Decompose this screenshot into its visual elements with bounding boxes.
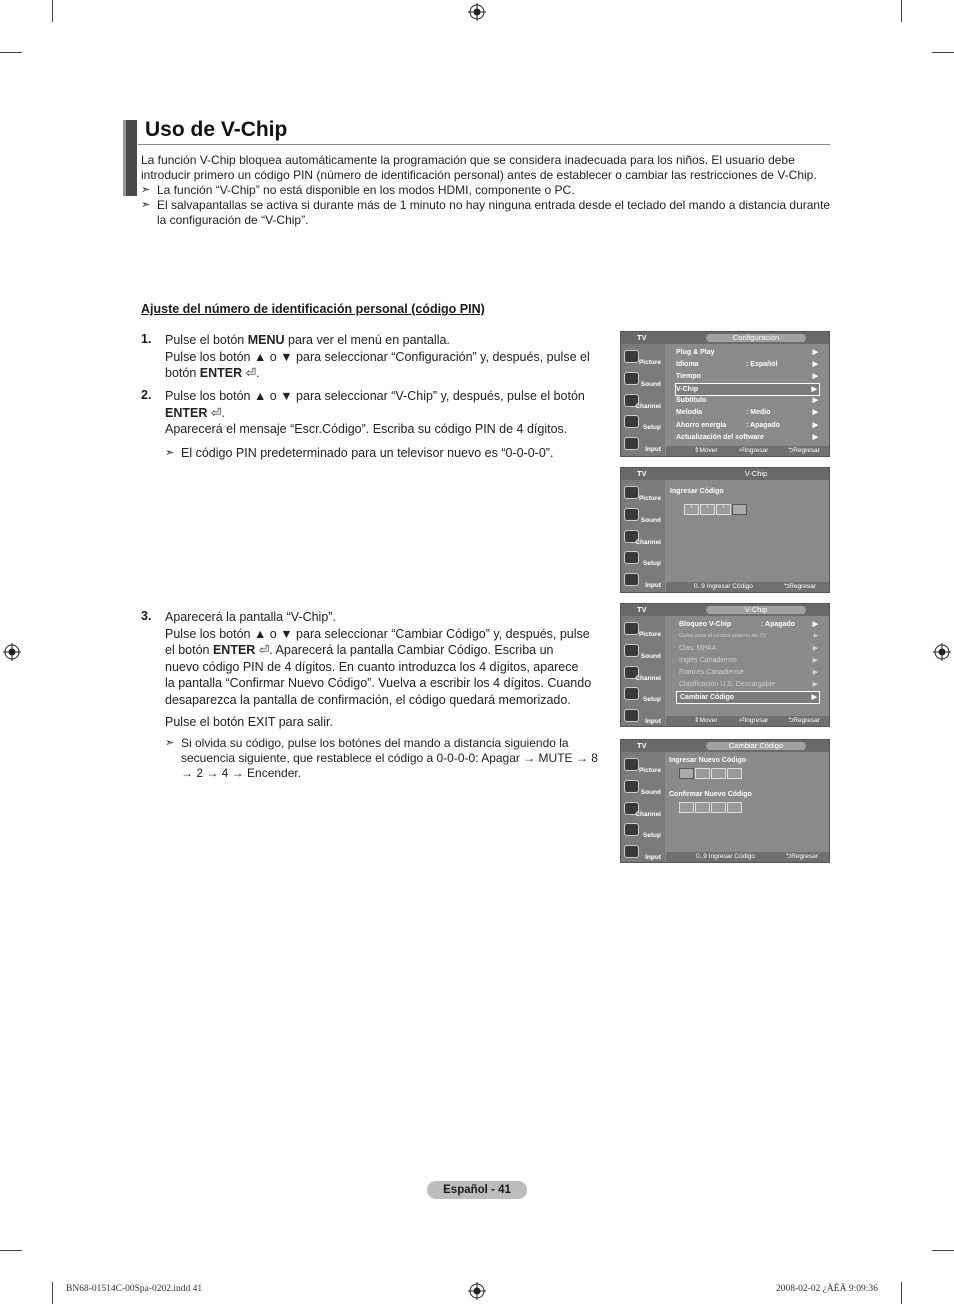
step-line: Pulse los botón ▲ o ▼ para seleccionar “Cambiar Código” y, después, pulse [165,626,590,641]
tv-screen-configuracion [620,331,830,457]
sidebar-item-sound [623,778,663,797]
step-2-text [165,388,600,438]
screen-sidebar [621,344,665,456]
note-arrow-icon: ➣ [141,199,151,211]
menu-row [676,347,820,358]
menu-label: Actualización del software [676,434,764,441]
menu-row-disabled [679,655,820,666]
setup-icon [624,823,639,836]
sidebar-item-label: Channel [635,539,661,546]
menu-label: Francés Canadiense [679,669,744,676]
sidebar-item-label: Picture [638,495,661,502]
input-icon [624,709,639,722]
crop-mark [901,1282,902,1304]
sidebar-item-input [623,435,663,454]
arrow-right-icon: ▶ [812,681,818,688]
footer-label: Mover [699,717,718,724]
step-line: el botón ENTER ⏎. Aparecerá la pantalla Cambiar Código. Escriba un [165,643,554,657]
arrow-right-icon: ▶ [812,645,818,652]
step-3-text [165,609,605,708]
sidebar-item-picture [623,348,663,367]
sidebar-item-input [623,571,663,590]
screen-menu [666,344,828,446]
sidebar-item-sound [623,642,663,661]
menu-label: Clas. MPAA [679,645,717,652]
note-arrow-icon: ➣ [141,184,151,196]
sidebar-item-label: Input [645,446,661,453]
sidebar-item-label: Setup [642,560,661,567]
sidebar-item-channel [623,392,663,411]
sound-icon [624,372,639,385]
sidebar-item-input [623,843,663,862]
menu-label: Tiempo [676,373,701,380]
step-line: la pantalla “Confirmar Nuevo Código”. Vuelva a escribir los 4 dígitos. Cuando [165,676,592,690]
arrow-right-icon: ▶ [811,386,817,393]
input-icon [624,573,639,586]
footer-ingresar-codigo: 0..9 Ingresar Código [694,583,753,590]
screen-title: Cambiar Código [706,742,806,750]
footer-label: Ingresar [744,447,769,454]
input-icon [624,437,639,450]
arrow-right-icon: ▶ [812,669,818,676]
sidebar-item-input [623,707,663,726]
confirm-pin-digit [727,802,742,813]
sidebar-item-label: Sound [640,653,661,660]
note-line: Si olvida su código, pulse los botónes del mando a distancia siguiendo la [181,736,569,750]
step-line: ENTER ⏎. [165,405,225,420]
screen-sidebar [621,752,665,862]
step-line: Pulse los botón ▲ o ▼ para seleccionar “Configuración” y, después, pulse el [165,349,590,364]
step-line: botón ENTER ⏎. [165,366,260,380]
note-arrow-icon: ➣ [165,447,175,459]
registration-mark-icon [468,1282,486,1300]
step-line: Aparecerá la pantalla “V-Chip”. [165,610,336,624]
step-line: nuevo código PIN de 4 dígitos. En cuanto introduzca los 4 dígitos, aparece [165,659,579,674]
screen-menu [666,752,828,852]
menu-label: V-Chip [676,386,699,393]
sidebar-item-picture [623,620,663,639]
sidebar-item-label: Sound [640,517,661,524]
tv-screen-cambiar-codigo [620,739,830,863]
crop-mark [0,1250,22,1251]
registration-mark-icon [933,643,951,661]
note-1-text: La función “V-Chip” no está disponible en los modos HDMI, componente o PC. [157,183,575,197]
screen-tv-label: TV [637,605,647,614]
menu-row-disabled [679,643,820,654]
sidebar-item-picture [623,756,663,775]
note-arrow-icon: ➣ [165,737,175,749]
tv-screen-vchip-pin [620,467,830,593]
footer-label: Regresar [791,853,818,860]
footer-regresar: ⮌ Regresar [786,853,818,860]
arrow-right-icon: ▶ [812,361,818,368]
sidebar-item-label: Sound [640,381,661,388]
new-pin-digit [727,768,742,779]
sidebar-item-label: Picture [638,767,661,774]
screen-title: Configuración [706,334,806,342]
sound-icon [624,644,639,657]
step-2-note-text: El código PIN predeterminado para un televisor nuevo es “0-0-0-0”. [181,446,554,460]
pin-digit: * [684,504,699,515]
sidebar-item-label: Sound [640,789,661,796]
note-1 [141,183,832,198]
picture-icon [624,350,639,363]
step-line: Aparecerá el mensaje “Escr.Código”. Escriba su código PIN de 4 dígitos. [165,422,568,436]
sidebar-item-label: Input [645,718,661,725]
step-1-text [165,332,600,382]
confirm-pin-digit [711,802,726,813]
menu-label: Subtítulo [676,397,707,404]
page-title: Uso de V-Chip [145,118,288,141]
pin-prompt: Ingresar Código [670,488,724,495]
sidebar-item-label: Setup [642,424,661,431]
sidebar-item-channel [623,528,663,547]
step-line: Pulse el botón MENU para ver el menú en pantalla. [165,333,450,347]
footer-ingresar-codigo: 0..9 Ingresar Código [696,853,755,860]
screen-sidebar [621,616,665,726]
note-line: → 2 → 4 → Encender. [181,766,302,780]
tv-screen-vchip-menu [620,603,830,727]
confirm-pin-digit [679,802,694,813]
menu-label: Inglés Canadiense [679,657,737,664]
menu-label: Clasificación U.S. Descargable [679,681,776,688]
arrow-right-icon: ▶ [812,373,818,380]
sidebar-item-label: Channel [635,811,661,818]
new-pin-digit [679,768,694,779]
sidebar-item-setup [623,549,663,568]
sidebar-item-label: Picture [638,631,661,638]
input-icon [624,845,639,858]
crop-mark [0,52,22,53]
crop-mark [932,1250,954,1251]
menu-label: Cambiar Código [680,694,735,701]
screen-footer [666,716,829,726]
sidebar-item-label: Channel [635,675,661,682]
title-divider [138,144,830,145]
sidebar-item-channel [623,800,663,819]
sidebar-item-label: Picture [638,359,661,366]
screen-tv-label: TV [637,333,647,342]
sound-icon [624,508,639,521]
sidebar-item-setup [623,821,663,840]
print-slug-timestamp: 2008-02-02 ¿ÀÈÄ 9:09:36 [776,1284,878,1294]
arrow-right-icon: ▶ [812,657,818,664]
footer-mover: ⇕ Mover [694,447,718,454]
pin-digit: * [716,504,731,515]
confirm-pin-digit [695,802,710,813]
sidebar-item-label: Channel [635,403,661,410]
footer-mover: ⇕ Mover [694,717,718,724]
setup-icon [624,551,639,564]
step-3-note [165,736,606,781]
crop-mark [901,0,902,22]
footer-regresar: ⮌ Regresar [788,447,820,454]
menu-value: : Apagado [746,422,780,429]
arrow-right-icon: ▶ [811,694,817,701]
confirm-pin-prompt: Confirmar Nuevo Código [669,791,752,798]
sidebar-item-sound [623,370,663,389]
new-pin-digit [711,768,726,779]
footer-ingresar: ⏎ Ingresar [739,447,769,454]
sidebar-item-label: Input [645,854,661,861]
menu-row [676,407,820,418]
sidebar-item-label: Setup [642,696,661,703]
sidebar-item-label: Setup [642,832,661,839]
new-pin-digit [695,768,710,779]
menu-value: : Español [746,361,778,368]
print-slug-file: BN68-01514C-00Spa-0202.indd 41 [66,1284,203,1294]
menu-row-disabled [679,667,820,678]
registration-mark-icon [468,3,486,21]
footer-label: Regresar [793,717,820,724]
footer-label: Mover [699,447,718,454]
sidebar-item-channel [623,664,663,683]
screen-footer [666,446,829,456]
menu-label: Ahorro energía [676,422,727,429]
menu-row [676,432,820,443]
step-line: desaparezca la pantalla de confirmación, el código quedará memorizado. [165,692,571,707]
step-2-note [165,446,601,461]
screen-tv-label: TV [637,469,647,478]
arrow-right-icon: ▶ [812,434,818,441]
crop-mark [52,1282,53,1304]
pin-digit: * [700,504,715,515]
note-2-text: El salvapantallas se activa si durante más de 1 minuto no hay ninguna entrada desde el teclado del mando a distancia durante la configuración de “V-Chip”. [157,198,831,227]
step-3-number: 3. [141,609,152,623]
picture-icon [624,758,639,771]
setup-icon [624,415,639,428]
sidebar-item-label: Input [645,582,661,589]
footer-ingresar: ⏎ Ingresar [739,717,769,724]
registration-mark-icon [3,643,21,661]
menu-label: Plug & Play [676,349,715,356]
arrow-right-icon: ▶ [812,349,818,356]
menu-row [676,371,820,382]
section-subheading: Ajuste del número de identificación personal (código PIN) [141,302,485,316]
menu-row [679,619,820,630]
arrow-right-icon: ▶ [812,422,818,429]
screen-footer [666,852,829,862]
menu-row-disabled [679,631,820,642]
screen-title: V-Chip [744,469,768,478]
menu-label: Idioma [676,361,699,368]
setup-icon [624,687,639,700]
menu-row [676,359,820,370]
menu-label: Bloqueo V-Chip [679,621,732,628]
crop-mark [52,0,53,22]
note-line: secuencia siguiente, que restablece el código a 0-0-0-0: Apagar → MUTE → 8 [181,751,598,765]
screen-menu [666,480,828,582]
sidebar-item-setup [623,413,663,432]
step-2-number: 2. [141,388,152,402]
new-pin-prompt: Ingresar Nuevo Código [669,757,747,764]
arrow-right-icon: ▶ [812,397,818,404]
footer-label: Regresar [789,583,816,590]
sidebar-item-picture [623,484,663,503]
menu-value: : Apagado [761,621,795,628]
menu-value: : Medio [746,409,771,416]
footer-label: Ingresar [744,717,769,724]
menu-row-disabled [679,679,820,690]
arrow-right-icon: ▶ [813,633,818,639]
title-accent-bar [123,120,137,196]
menu-row [676,420,820,431]
screen-footer [666,582,829,592]
pin-digit-current [732,504,747,515]
picture-icon [624,486,639,499]
menu-row [676,395,820,406]
note-2 [141,198,832,228]
footer-regresar: ⮌ Regresar [788,717,820,724]
menu-label: Guías para el control paterno de TV [679,633,767,639]
crop-mark [932,52,954,53]
screen-sidebar [621,480,665,592]
exit-instruction: Pulse el botón EXIT para salir. [165,715,333,729]
sidebar-item-sound [623,506,663,525]
step-1-number: 1. [141,332,152,346]
footer-label: Regresar [793,447,820,454]
step-line: Pulse los botón ▲ o ▼ para seleccionar “V-Chip” y, después, pulse el botón [165,389,585,403]
arrow-right-icon: ▶ [812,409,818,416]
intro-paragraph: La función V-Chip bloquea automáticamente la programación que se considera inadecuada para los niños. El usuario debe introducir primero un código PIN (número de identificación personal) antes de establecer o cambiar las restricciones de V-Chip. [141,153,817,182]
screen-tv-label: TV [637,741,647,750]
picture-icon [624,622,639,635]
sidebar-item-setup [623,685,663,704]
sound-icon [624,780,639,793]
menu-label: Melodía [676,409,703,416]
menu-row-selected [676,691,820,704]
screen-title: V-Chip [706,606,806,614]
footer-regresar: ⮌ Regresar [784,583,816,590]
screen-menu [666,616,828,716]
arrow-right-icon: ▶ [812,621,818,628]
page-number-badge: Español - 41 [427,1181,527,1199]
